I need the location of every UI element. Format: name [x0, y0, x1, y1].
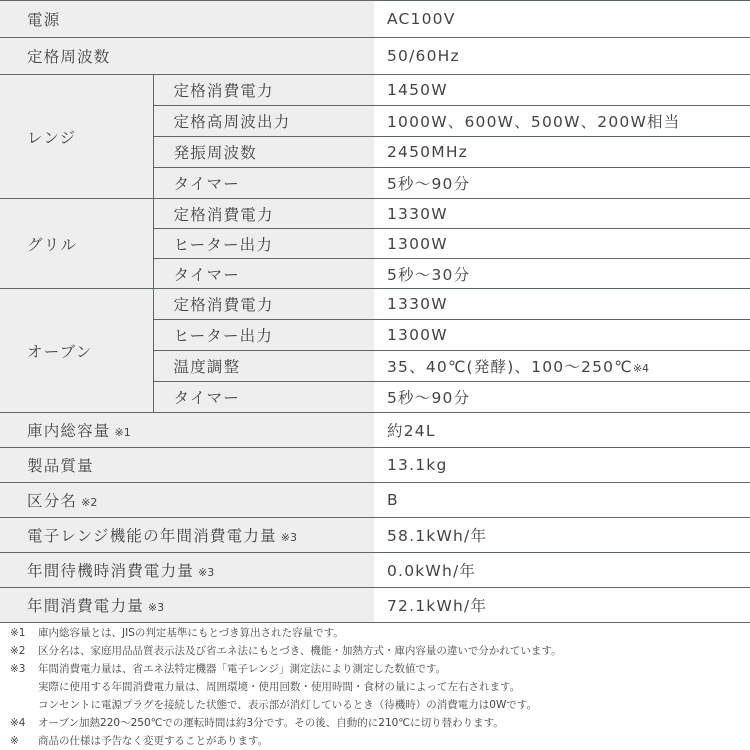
spec-value: B — [374, 483, 750, 518]
footnote-mark: ※ — [10, 735, 19, 747]
spec-value: 1330W — [374, 289, 750, 320]
footnote-continuation — [0, 696, 750, 714]
label-text: 庫内総容量 — [27, 422, 111, 440]
footnote-text: オーブン加熱220〜250℃での運転時間は約3分です。その後、自動的に210℃に切り替わります。 — [38, 717, 504, 729]
footnotes — [0, 624, 750, 750]
footnote-mark: ※2 — [81, 496, 98, 509]
spec-value: 0.0kWh/年 — [374, 553, 750, 588]
spec-value: 2450MHz — [374, 137, 750, 168]
spec-value: 1450W — [374, 75, 750, 106]
spec-sublabel: ヒーター出力 — [153, 320, 374, 351]
spec-sublabel: タイマー — [153, 259, 374, 289]
value-text: 35、40℃(発酵)、100〜250℃ — [387, 358, 633, 376]
table-row — [0, 588, 750, 623]
spec-label — [0, 553, 374, 588]
spec-label: 定格周波数 — [0, 38, 374, 75]
footnote — [0, 642, 750, 660]
label-text: 電子レンジ機能の年間消費電力量 — [27, 527, 277, 545]
footnote-mark: ※3 — [280, 531, 297, 544]
spec-value: 72.1kWh/年 — [374, 588, 750, 623]
footnote-continuation — [0, 678, 750, 696]
footnote-mark: ※4 — [10, 717, 26, 729]
spec-sublabel: 温度調整 — [153, 351, 374, 382]
spec-value: 1300W — [374, 320, 750, 351]
footnote-text: 年間消費電力量は、省エネ法特定機器「電子レンジ」測定法により測定した数値です。 — [38, 663, 447, 675]
spec-value: 13.1kg — [374, 448, 750, 483]
footnote-text: 商品の仕様は予告なく変更することがあります。 — [38, 735, 269, 747]
spec-sublabel: 定格高周波出力 — [153, 106, 374, 137]
spec-sublabel: タイマー — [153, 168, 374, 199]
footnote-text: 区分名は、家庭用品品質表示法及び省エネ法にもとづき、機能・加熱方式・庫内容量の違いで分かれています。 — [38, 645, 562, 657]
spec-value: AC100V — [374, 1, 750, 38]
spec-value: 約24L — [374, 413, 750, 448]
footnote-mark: ※3 — [198, 566, 215, 579]
table-row — [0, 1, 750, 38]
footnote-mark: ※1 — [10, 627, 26, 639]
table-row — [0, 553, 750, 588]
footnote — [0, 624, 750, 642]
spec-group-range: レンジ — [0, 75, 153, 199]
spec-group-grill: グリル — [0, 199, 153, 289]
label-text: 区分名 — [27, 492, 78, 510]
spec-value — [374, 351, 750, 382]
table-row — [0, 413, 750, 448]
footnote-text: 庫内総容量とは、JISの判定基準にもとづき算出された容量です。 — [38, 627, 344, 639]
footnote-mark: ※3 — [10, 663, 26, 675]
spec-label — [0, 483, 374, 518]
footnote-text: コンセントに電源プラグを接続した状態で、表示部が消灯しているとき（待機時）の消費電力は0Wです。 — [38, 699, 538, 711]
spec-value: 58.1kWh/年 — [374, 518, 750, 553]
spec-sublabel: 定格消費電力 — [153, 289, 374, 320]
spec-value: 5秒〜90分 — [374, 382, 750, 413]
table-row — [0, 75, 750, 106]
spec-sublabel: タイマー — [153, 382, 374, 413]
table-row — [0, 483, 750, 518]
spec-sublabel: 定格消費電力 — [153, 75, 374, 106]
spec-group-oven: オーブン — [0, 289, 153, 413]
spec-sublabel: 発振周波数 — [153, 137, 374, 168]
footnote-text: 実際に使用する年間消費電力量は、周囲環境・使用回数・使用時間・食材の量によって左右されます。 — [38, 681, 521, 693]
spec-label — [0, 588, 374, 623]
spec-label: 電源 — [0, 1, 374, 38]
table-row — [0, 518, 750, 553]
spec-label: 製品質量 — [0, 448, 374, 483]
label-text: 年間消費電力量 — [27, 597, 144, 615]
spec-value: 1330W — [374, 199, 750, 229]
table-row — [0, 199, 750, 229]
spec-label — [0, 518, 374, 553]
footnote-mark: ※3 — [147, 601, 165, 614]
table-row — [0, 289, 750, 320]
footnote-mark: ※1 — [114, 426, 131, 439]
spec-label — [0, 413, 374, 448]
footnote — [0, 732, 750, 750]
label-text: 年間待機時消費電力量 — [27, 562, 195, 580]
spec-value: 1300W — [374, 229, 750, 259]
spec-sublabel: ヒーター出力 — [153, 229, 374, 259]
table-row — [0, 448, 750, 483]
spec-value: 50/60Hz — [374, 38, 750, 75]
footnote-mark: ※2 — [10, 645, 26, 657]
footnote — [0, 714, 750, 732]
footnote-mark: ※4 — [632, 362, 650, 375]
footnote — [0, 660, 750, 678]
spec-value: 5秒〜30分 — [374, 259, 750, 289]
spec-value: 1000W、600W、500W、200W相当 — [374, 106, 750, 137]
spec-value: 5秒〜90分 — [374, 168, 750, 199]
spec-sublabel: 定格消費電力 — [153, 199, 374, 229]
table-row — [0, 38, 750, 75]
